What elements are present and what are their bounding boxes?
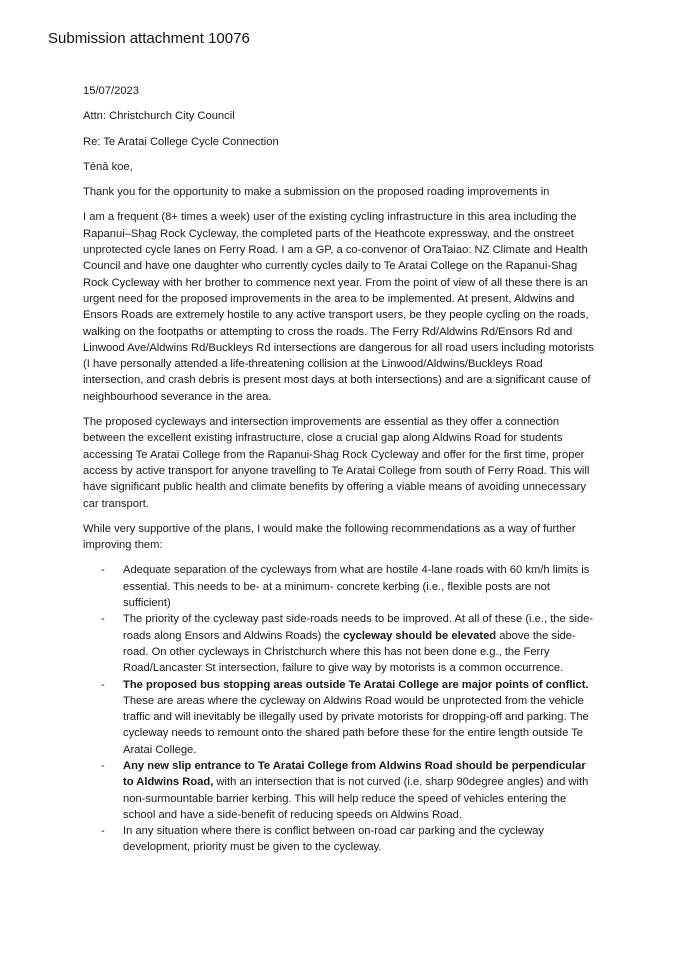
- recommendation-emphasis: cycleway should be elevated: [343, 629, 497, 642]
- recommendations-list: [83, 562, 595, 855]
- recommendation-emphasis: The proposed bus stopping areas outside Te Aratai College are major points of conflict.: [123, 678, 589, 691]
- recommendation-text: These are areas where the cycleway on Aldwins Road would be unprotected from the vehicle traffic and will inevitably be illegally used by private motorists for dropping-off and parking. The cycleway needs to remount onto the shared path before these for the entire length outside Te Aratai College.: [123, 694, 589, 756]
- recommendation-text: with an intersection that is not curved (i.e. sharp 90degree angles) and with non-surmountable barrier kerbing. This will help reduce the speed of vehicles entering the school and have a side-benefit of reducing speeds on Aldwins Road.: [123, 776, 589, 821]
- paragraph-recommendations-intro: While very supportive of the plans, I would make the following recommendations as a way of further improving them:: [83, 522, 576, 552]
- submission-header: Submission attachment 10076: [48, 30, 250, 47]
- recommendation-text: above the side-road. On other cycleways in Christchurch where this has not been done e.g., the Ferry Road/Lancaster St intersection, failure to give way by motorists is a common occurrence.: [123, 629, 576, 675]
- recommendation-item: [83, 562, 595, 611]
- letter-greeting: Tēnā koe,: [83, 160, 133, 173]
- recommendation-item: [83, 611, 595, 676]
- bullet-dash: -: [101, 825, 105, 838]
- bullet-dash: -: [101, 678, 105, 691]
- letter-date: 15/07/2023: [83, 85, 139, 97]
- recommendation-item: [83, 823, 595, 856]
- bullet-dash: -: [101, 613, 105, 626]
- recommendation-item: [83, 758, 595, 823]
- paragraph-support: The proposed cycleways and intersection improvements are essential as they offer a connection between the excellent existing infrastructure, close a crucial gap along Aldwins Road for students accessing Te Aratai College from the Rapanui-Shag Rock Cycleway and offer for the first time, proper access by active transport for anyone travelling to Te Aratai College from south of Ferry Road. This will have significant public health and climate benefits by offering a viable means of avoiding unnecessary car transport.: [83, 416, 590, 510]
- letter-subject: Re: Te Aratai College Cycle Connection: [83, 135, 279, 148]
- letter-intro: Thank you for the opportunity to make a submission on the proposed roading improvements in: [83, 186, 550, 199]
- recommendation-text: Adequate separation of the cycleways from what are hostile 4-lane roads with 60 km/h limits is essential. This needs to be- at a minimum- concrete kerbing (i.e., flexible posts are not sufficient): [123, 564, 590, 610]
- recommendation-item: [83, 677, 595, 758]
- recommendation-emphasis: Any new slip entrance to Te Aratai College from Aldwins Road should be perpendicular to Aldwins Road,: [123, 759, 586, 789]
- bullet-dash: -: [101, 759, 105, 772]
- bullet-dash: -: [101, 564, 105, 577]
- paragraph-context: I am a frequent (8+ times a week) user of the existing cycling infrastructure in this area including the Rapanui–Shag Rock Cycleway, the completed parts of the Heathcote expressway, and the onstreet unprotected cycle lanes on Ferry Road. I am a GP, a co-convenor of OraTaiao: NZ Climate and Health Council and have one daughter who currently cycles daily to Te Aratai College on the Rapanui-Shag Rock Cycleway with her brother to commence next year. From the point of view of all these there is an urgent need for the proposed improvements in the area to be implemented. At present, Aldwins and Ensors Roads are extremely hostile to any active transport users, be they people cycling on the roads, walking on the footpaths or attempting to cross the roads. The Ferry Rd/Aldwins Rd/Ensors Rd and Linwood Ave/Aldwins Rd/Buckleys Rd intersections are dangerous for all road users including motorists (I have personally attended a life-threatening collision at the Linwood/Aldwins/Buckleys Road intersection, and crash debris is present most days at both intersections) and are a significant cause of neighbourhood severance in the area.: [83, 211, 594, 403]
- letter-attn: Attn: Christchurch City Council: [83, 110, 235, 123]
- letter-body: [83, 83, 595, 856]
- recommendation-text: The priority of the cycleway past side-roads needs to be improved. At all of these (i.e., the side-roads along Ensors and Aldwins Roads) the: [123, 613, 594, 642]
- recommendation-text: In any situation where there is conflict between on-road car parking and the cycleway development, priority must be given to the cycleway.: [123, 825, 545, 854]
